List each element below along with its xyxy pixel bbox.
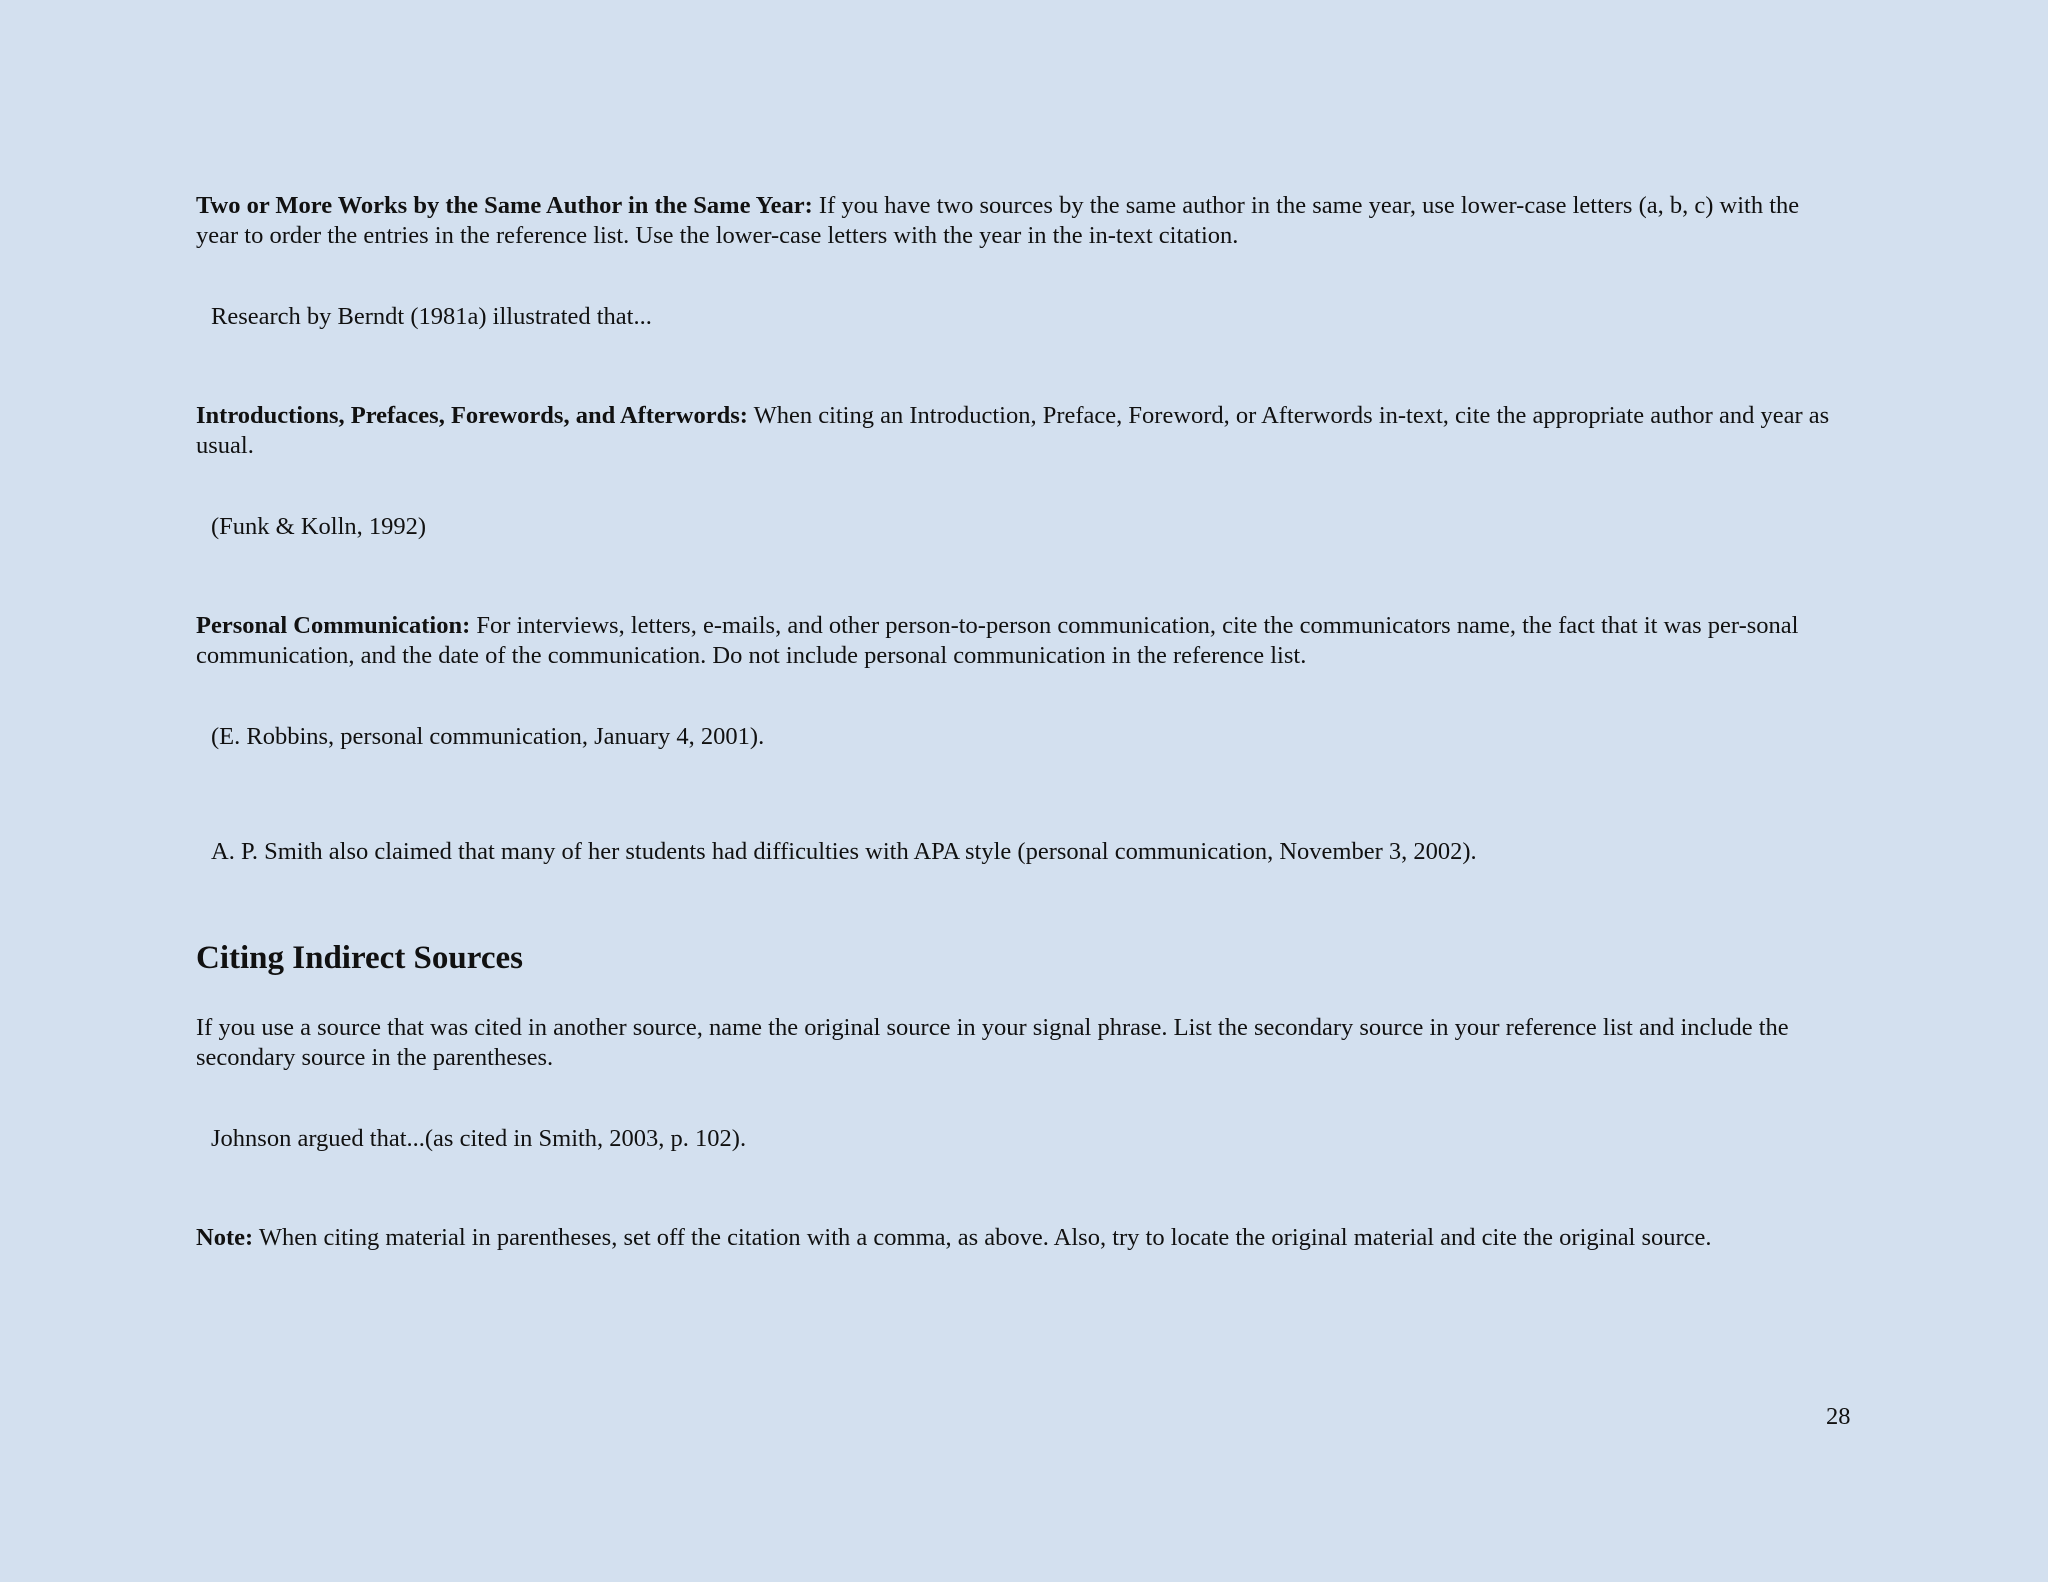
section-heading: Citing Indirect Sources	[196, 940, 523, 976]
personal-communication-lead: Personal Communication:	[196, 612, 471, 639]
introductions-text: When citing an Introduction, Preface, Foreword, or Afterwords in-text, cite the appropriate author and year as usual.	[196, 402, 1830, 459]
personal-communication-paragraph	[196, 611, 1846, 671]
indirect-sources-paragraph: If you use a source that was cited in another source, name the original source in your signal phrase. List the secondary source in your reference list and include the secondary source in the parentheses.	[196, 1014, 1789, 1071]
introductions-lead: Introductions, Prefaces, Forewords, and Afterwords:	[196, 402, 748, 429]
note-lead: Note:	[196, 1224, 254, 1251]
personal-communication-text: For interviews, letters, e-mails, and other person-to-person communication, cite the communicators name, the fact that it was per-sonal communication, and the date of the communication. Do not include personal communication in the reference list.	[196, 612, 1799, 669]
same-author-text: If you have two sources by the same author in the same year, use lower-case letters (a, b, c) with the year to order the entries in the reference list. Use the lower-case letters with the year in the in-text citation.	[196, 192, 1800, 249]
note-text: When citing material in parentheses, set off the citation with a comma, as above. Also, try to locate the original material and cite the original source.	[253, 1224, 1712, 1251]
same-author-lead: Two or More Works by the Same Author in the Same Year:	[196, 192, 813, 219]
same-author-example: Research by Berndt (1981a) illustrated that...	[211, 303, 652, 330]
same-author-paragraph	[196, 191, 1846, 251]
indirect-sources-example: Johnson argued that...(as cited in Smith, 2003, p. 102).	[211, 1125, 747, 1152]
personal-communication-example-2: A. P. Smith also claimed that many of her students had difficulties with APA style (personal communication, November 3, 2002).	[211, 838, 1477, 865]
introductions-paragraph	[196, 401, 1846, 461]
page-number: 28	[1826, 1403, 1851, 1430]
personal-communication-example-1: (E. Robbins, personal communication, January 4, 2001).	[211, 723, 765, 750]
introductions-example: (Funk & Kolln, 1992)	[211, 513, 427, 540]
note-paragraph	[196, 1223, 1846, 1253]
